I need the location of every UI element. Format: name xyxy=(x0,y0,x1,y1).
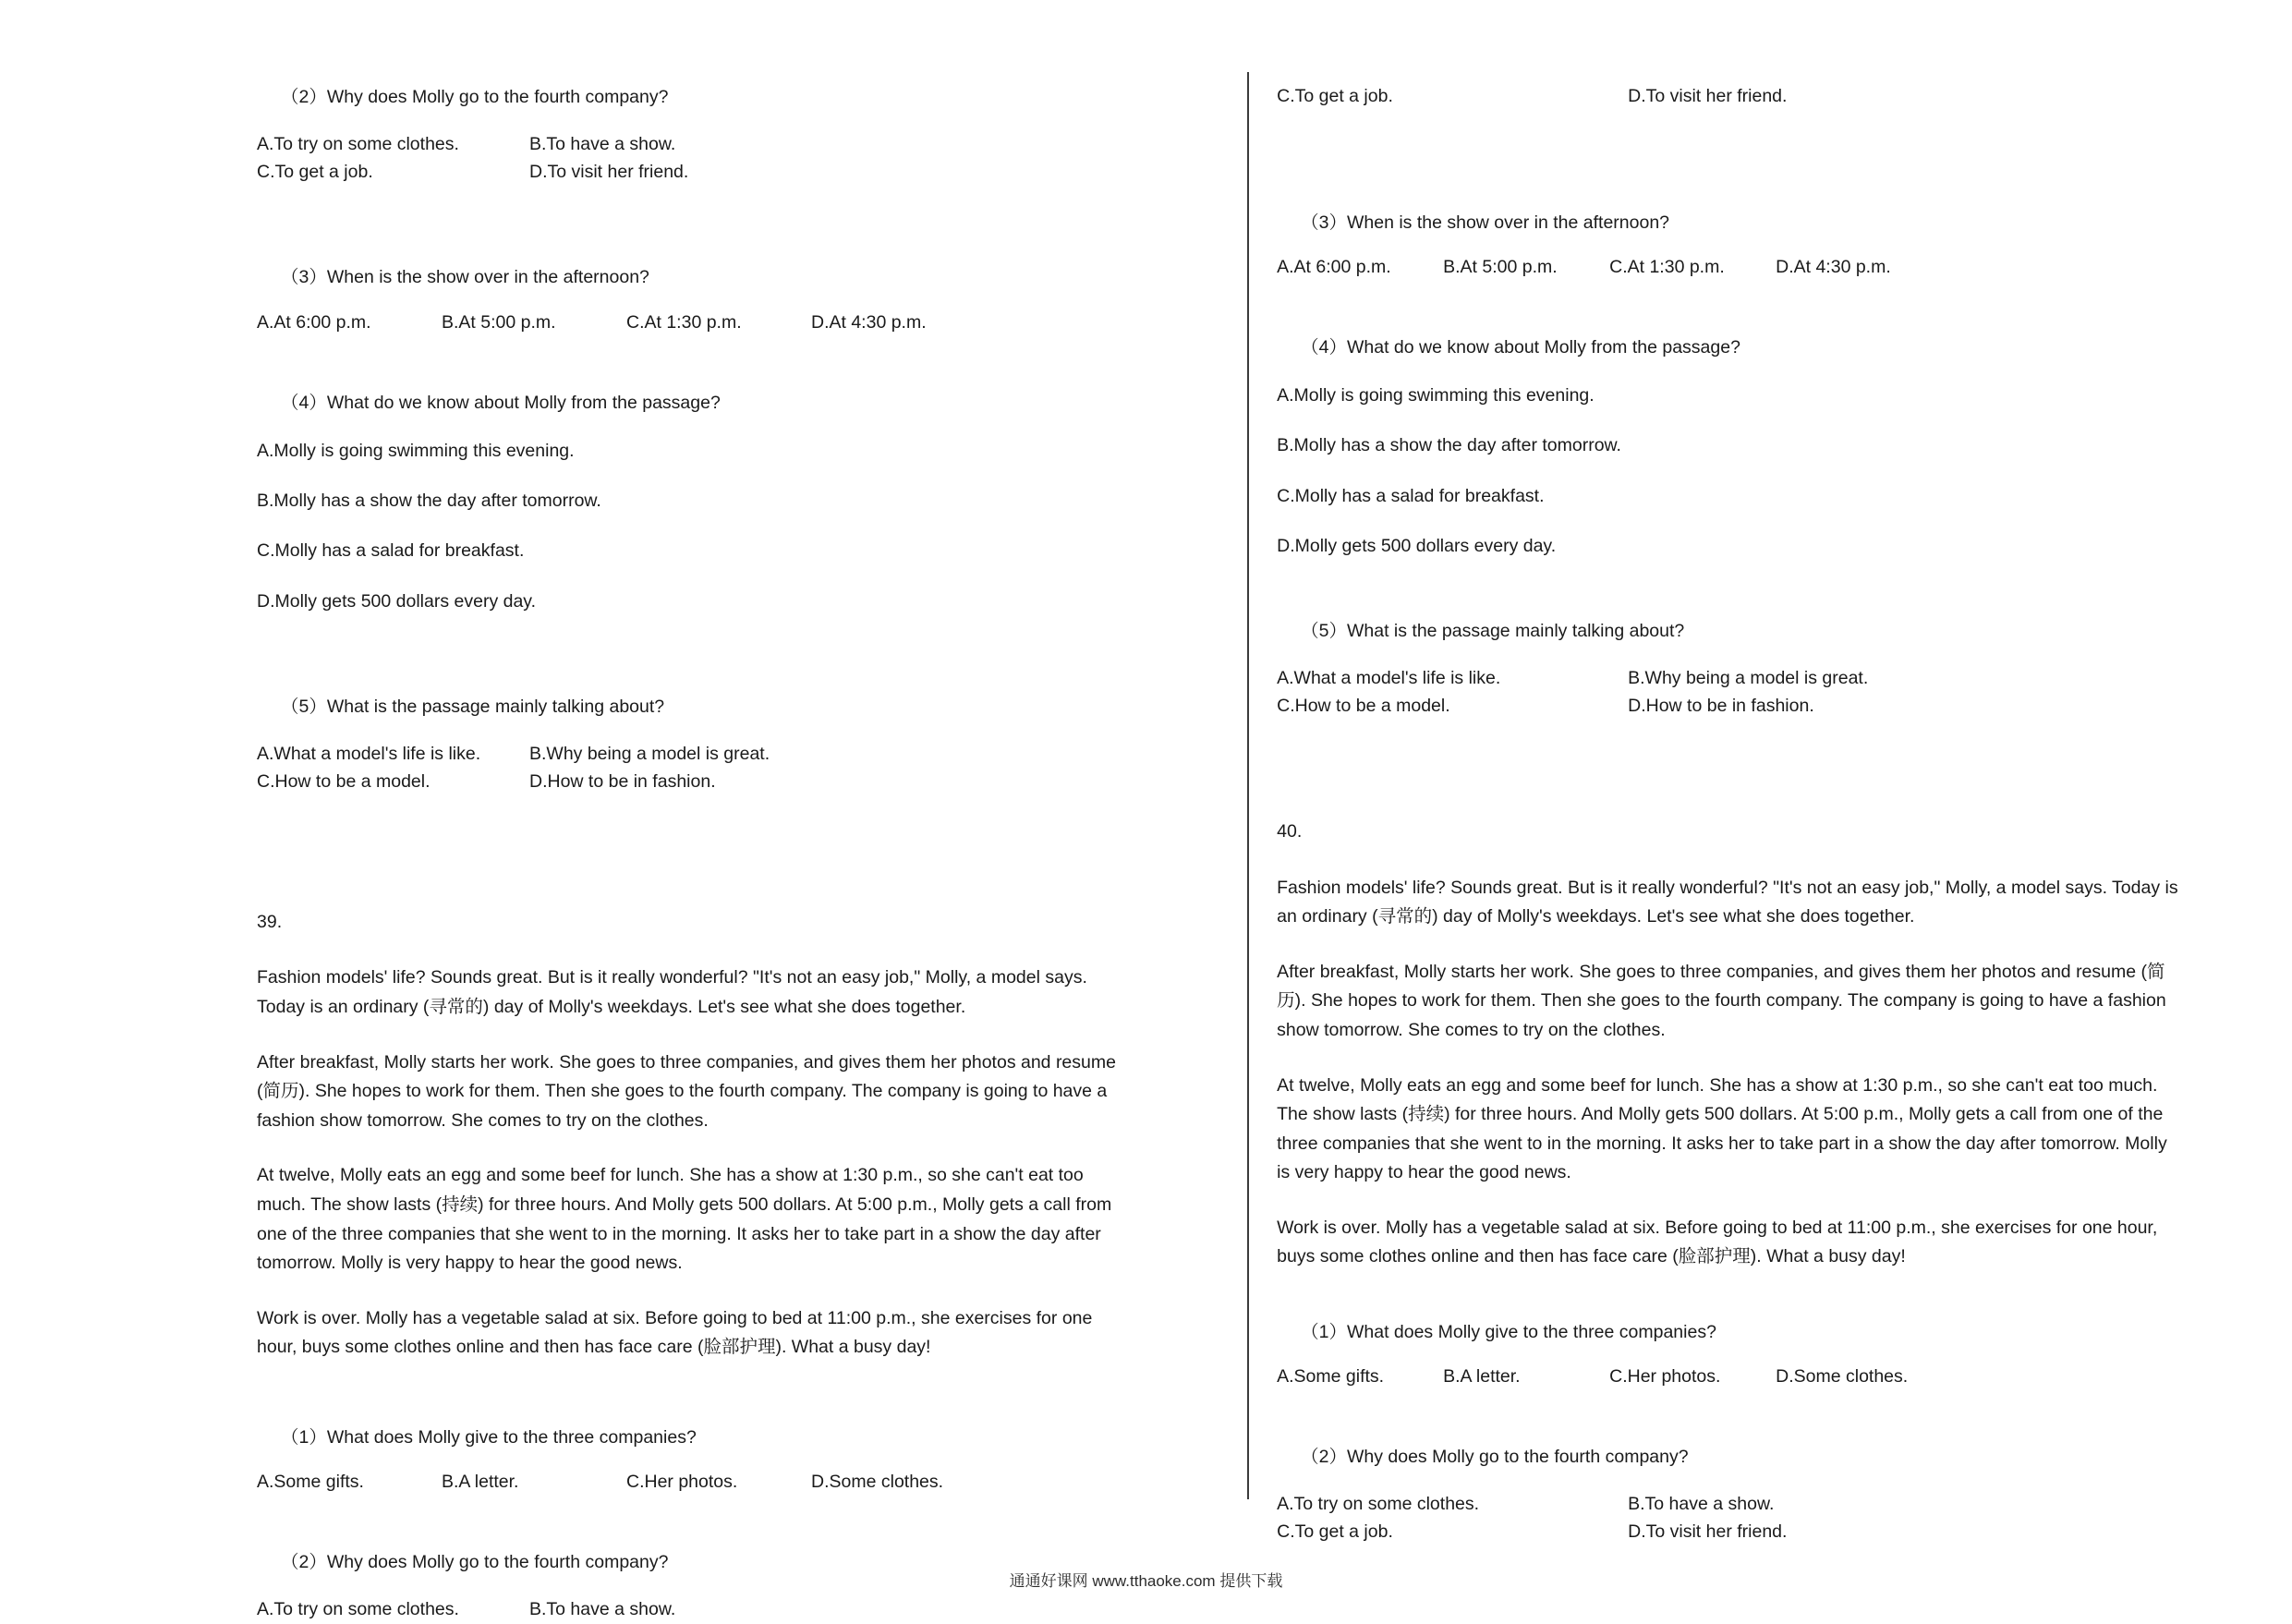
question-4-options-right xyxy=(1277,382,2181,560)
question-1-options xyxy=(257,1472,1136,1493)
option-b[interactable]: B.Molly has a show the day after tomorrow. xyxy=(1277,435,1621,456)
option-d[interactable]: D.To visit her friend. xyxy=(1628,1521,1788,1543)
option-d[interactable]: D.Molly gets 500 dollars every day. xyxy=(257,590,537,612)
question-stem-4-right: （4）What do we know about Molly from the passage? xyxy=(1301,336,1740,358)
question-stem-2-right: （2）Why does Molly go to the fourth company? xyxy=(1301,1447,1689,1468)
option-c[interactable]: C.Molly has a salad for breakfast. xyxy=(257,540,525,562)
option-d[interactable]: D.At 4:30 p.m. xyxy=(1776,256,1891,277)
option-d[interactable]: D.At 4:30 p.m. xyxy=(811,311,927,333)
passage-paragraph-1: Fashion models' life? Sounds great. But is it really wonderful? "It's not an easy job," Molly, a model says. Today is an ordinary (寻常的) day of Molly's weekdays. Let's see what she does together. xyxy=(257,967,1087,1018)
passage-paragraph-4-right: Work is over. Molly has a vegetable salad at six. Before going to bed at 11:00 p.m., she exercises for one hour, buys some clothes online and then has face care (脸部护理). What a busy day! xyxy=(1277,1217,2158,1267)
question-stem-3-right: （3）When is the show over in the afternoon? xyxy=(1301,212,1670,233)
option-c[interactable]: C.To get a job. xyxy=(257,161,373,182)
option-d[interactable]: D.To visit her friend. xyxy=(529,161,689,182)
option-b[interactable]: B.Why being a model is great. xyxy=(529,744,770,764)
option-c[interactable]: C.How to be a model. xyxy=(1277,695,1450,716)
option-a[interactable]: A.What a model's life is like. xyxy=(257,744,481,764)
option-c[interactable]: C.Molly has a salad for breakfast. xyxy=(1277,485,1545,506)
option-c[interactable]: C.To get a job. xyxy=(1277,1521,1393,1543)
option-d[interactable]: D.Molly gets 500 dollars every day. xyxy=(1277,535,1557,556)
question-2-options-top xyxy=(257,131,1136,186)
passage-paragraph-3: At twelve, Molly eats an egg and some beef for lunch. She has a show at 1:30 p.m., so she can't eat too much. The show lasts (持续) for three hours. And Molly gets 500 dollars. At 5:00 p.m., Molly gets a call from one of the three companies that she went to in the morning. It asks her to take part in a show the day after tomorrow. Molly is very happy to hear the good news. xyxy=(257,1165,1112,1274)
option-b[interactable]: B.A letter. xyxy=(442,1472,519,1493)
option-d[interactable]: D.How to be in fashion. xyxy=(529,770,716,792)
option-b[interactable]: B.To have a show. xyxy=(1628,1494,1775,1515)
question-2-options-right xyxy=(1277,1491,2181,1545)
passage-paragraph-3-right: At twelve, Molly eats an egg and some beef for lunch. She has a show at 1:30 p.m., so she can't eat too much. The show lasts (持续) for three hours. And Molly gets 500 dollars. At 5:00 p.m., Molly gets a call from one of the three companies that she went to in the morning. It asks her to take part in a show the day after tomorrow. Molly is very happy to hear the good news. xyxy=(1277,1074,2167,1183)
question-stem-3-top: （3）When is the show over in the afternoon? xyxy=(281,267,649,288)
question-2-options xyxy=(257,1596,1136,1624)
question-3-options-top xyxy=(257,312,1136,333)
option-b[interactable]: B.At 5:00 p.m. xyxy=(1443,256,1558,277)
passage-paragraph-1-right: Fashion models' life? Sounds great. But is it really wonderful? "It's not an easy job," Molly, a model says. Today is an ordinary (寻常的) day of Molly's weekdays. Let's see what she does together. xyxy=(1277,877,2178,927)
option-a[interactable]: A.To try on some clothes. xyxy=(257,134,459,155)
option-a[interactable]: A.To try on some clothes. xyxy=(257,1599,459,1620)
question-stem-1-right: （1）What does Molly give to the three companies? xyxy=(1301,1321,1716,1342)
question-3-options-right xyxy=(1277,257,2181,278)
option-a[interactable]: A.Molly is going swimming this evening. xyxy=(257,440,575,461)
option-a[interactable]: A.Some gifts. xyxy=(257,1472,364,1493)
passage-paragraph-2: After breakfast, Molly starts her work. She goes to three companies, and gives them her photos and resume (简历). She hopes to work for them. Then she goes to the fourth company. The company is going to have a fashion show tomorrow. She comes to try on the clothes. xyxy=(257,1051,1116,1131)
question-stem-5-right: （5）What is the passage mainly talking about? xyxy=(1301,620,1685,641)
passage-paragraph-2-right: After breakfast, Molly starts her work. She goes to three companies, and gives them her photos and resume (简历). She hopes to work for them. Then she goes to the fourth company. The company is going to have a fashion show tomorrow. She comes to try on the clothes. xyxy=(1277,961,2166,1040)
question-5-options-top xyxy=(257,741,1136,795)
option-a[interactable]: A.Molly is going swimming this evening. xyxy=(1277,385,1595,406)
question-stem-2-top: （2）Why does Molly go to the fourth company? xyxy=(281,87,669,107)
question-stem-5-top: （5）What is the passage mainly talking about? xyxy=(281,696,665,717)
option-c[interactable]: C.At 1:30 p.m. xyxy=(626,311,742,333)
question-1-options-right xyxy=(1277,1366,2181,1388)
passage-paragraph-4: Work is over. Molly has a vegetable salad at six. Before going to bed at 11:00 p.m., she exercises for one hour, buys some clothes online and then has face care (脸部护理). What a busy day! xyxy=(257,1307,1093,1358)
option-a[interactable]: A.Some gifts. xyxy=(1277,1366,1385,1388)
option-b[interactable]: B.Why being a model is great. xyxy=(1628,668,1869,689)
page-footer: 通通好课网 www.tthaoke.com 提供下载 xyxy=(1009,1572,1283,1590)
column-divider xyxy=(1247,72,1249,1499)
option-a[interactable]: A.What a model's life is like. xyxy=(1277,668,1501,689)
option-b[interactable]: B.To have a show. xyxy=(529,134,676,155)
option-b[interactable]: B.A letter. xyxy=(1443,1366,1521,1388)
option-b[interactable]: B.To have a show. xyxy=(529,1599,676,1620)
option-c[interactable]: C.To get a job. xyxy=(1277,86,1393,106)
option-c[interactable]: C.Her photos. xyxy=(626,1472,738,1493)
option-b[interactable]: B.Molly has a show the day after tomorrow. xyxy=(257,491,601,512)
question-2-options-continued xyxy=(1277,83,2181,111)
right-column xyxy=(1258,0,2292,1543)
option-c[interactable]: C.At 1:30 p.m. xyxy=(1609,256,1725,277)
question-stem-1: （1）What does Molly give to the three companies? xyxy=(281,1426,697,1448)
section-number-40: 40. xyxy=(1277,821,1303,842)
question-stem-2: （2）Why does Molly go to the fourth company? xyxy=(281,1552,669,1573)
option-a[interactable]: A.At 6:00 p.m. xyxy=(257,311,371,333)
option-c[interactable]: C.Her photos. xyxy=(1609,1366,1721,1388)
question-stem-4-top: （4）What do we know about Molly from the passage? xyxy=(281,392,721,413)
question-5-options-right xyxy=(1277,665,2181,720)
question-4-options-top xyxy=(257,437,1136,615)
option-a[interactable]: A.To try on some clothes. xyxy=(1277,1494,1480,1515)
option-d[interactable]: D.How to be in fashion. xyxy=(1628,695,1814,716)
option-c[interactable]: C.How to be a model. xyxy=(257,770,431,792)
option-d[interactable]: D.Some clothes. xyxy=(1776,1366,1909,1388)
option-d[interactable]: D.Some clothes. xyxy=(811,1472,944,1493)
section-number-39: 39. xyxy=(257,912,283,933)
option-a[interactable]: A.At 6:00 p.m. xyxy=(1277,256,1391,277)
option-d[interactable]: D.To visit her friend. xyxy=(1628,86,1788,106)
option-b[interactable]: B.At 5:00 p.m. xyxy=(442,311,556,333)
